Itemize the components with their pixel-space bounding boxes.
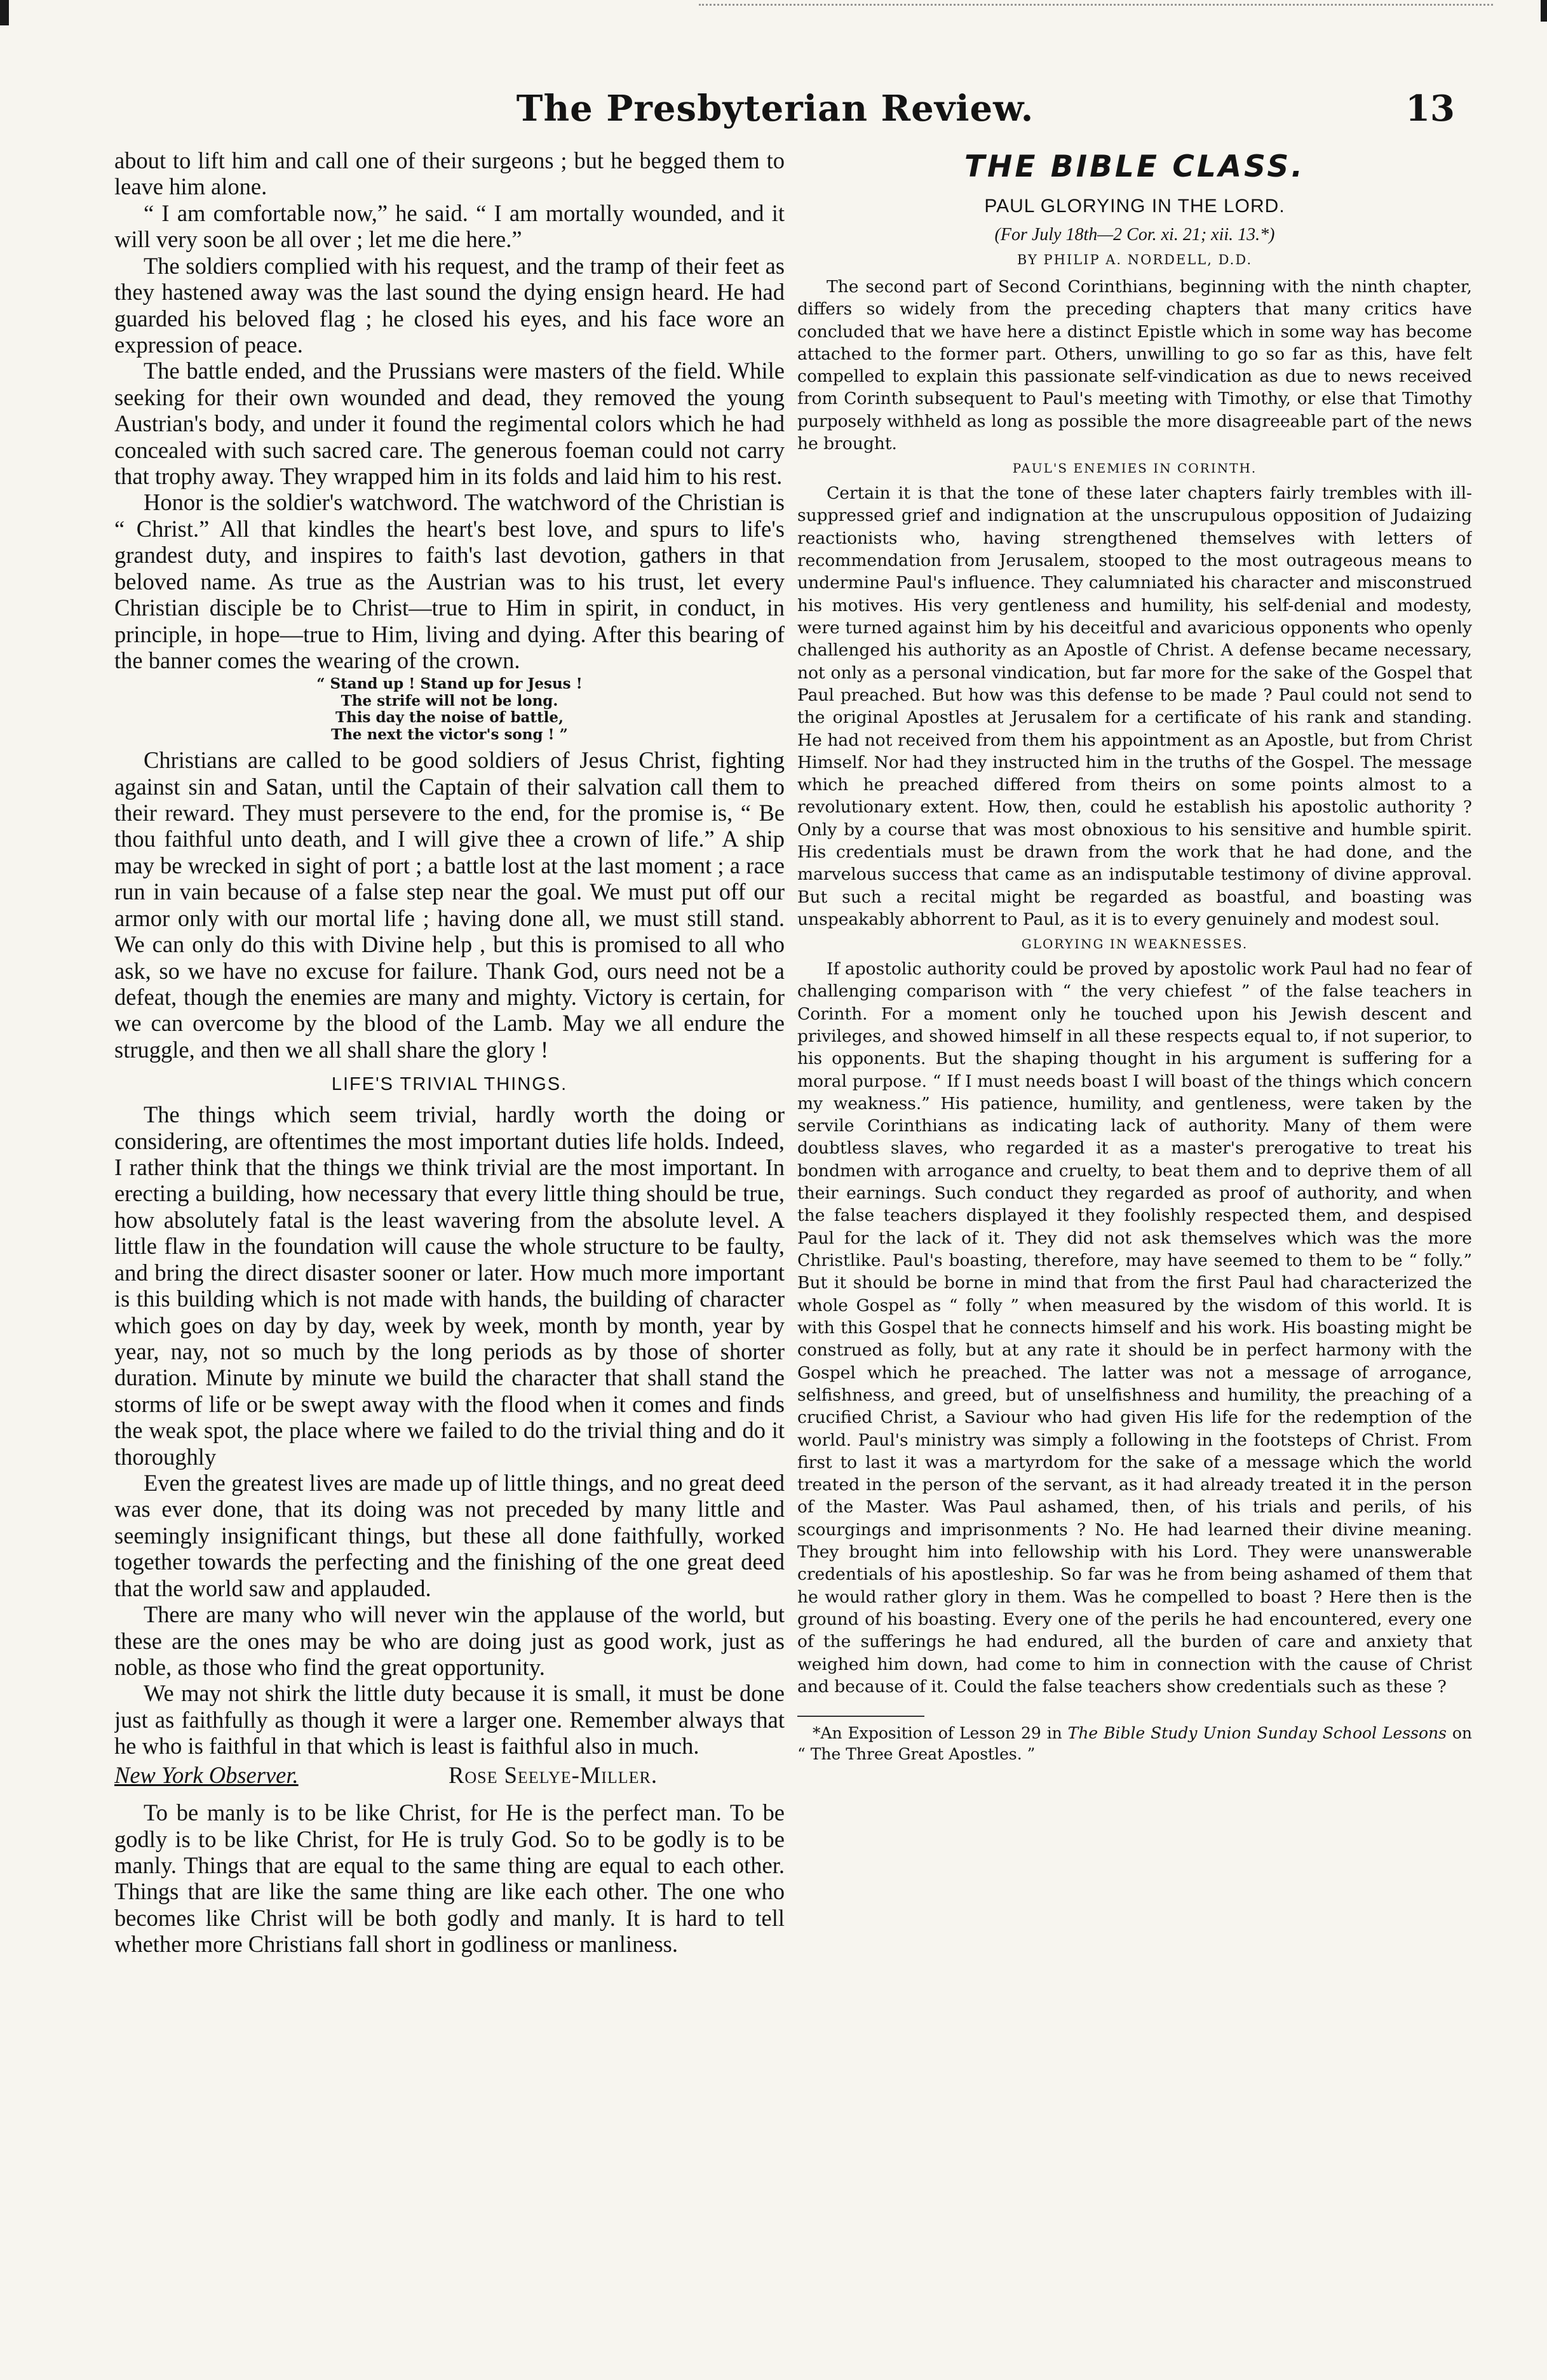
section-heading: LIFE'S TRIVIAL THINGS. bbox=[331, 1074, 568, 1095]
paragraph: We may not shirk the little duty because it is small, it must be done just as faithfully as though it were a larger one. Remember always that he who is faithful in that which is least is faithful also in much. bbox=[114, 1680, 785, 1759]
attribution-author: Rose Seelye-Miller. bbox=[449, 1761, 658, 1788]
paragraph: Certain it is that the tone of these later chapters fairly trembles with ill-suppressed grief and indignation at the unscrupulous opposition of Judaizing reactionists who, having strengthened themselves with letters of recommendation from Jerusalem, stooped to the most outrageous means to undermine Paul's influence. They calumniated his character and misconstrued his motives. His very gentleness and humility, his self-denial and modesty, were turned against him by his deceitful and avaricious opponents who openly challenged his authority as an Apostle of Christ. A defense became necessary, not only as a personal vindication, but far more for the sake of the Gospel that Paul preached. But how was this defense to be made ? Paul could not send to the original Apostles at Jerusalem for a certificate of his rank and standing. He had not received from them his appointment as an Apostle, but from Christ Himself. Nor had they instructed him in the truths of the Gospel. The message which he preached differed from theirs on some points almost to a revolutionary extent. How, then, could he establish his apostolic authority ? Only by a course that was most obnoxious to his sensitive and humble spirit. His credentials must be drawn from the work that he had done, and the marvelous success that came as an indisputable testimony of divine approval. But such a recital might be regarded as boastful, and boasting was unspeakably abhorrent to Paul, as it is to every genuinely and modest soul. bbox=[797, 483, 1472, 930]
verse-line: The strife will not be long. bbox=[341, 692, 558, 709]
paragraph: The battle ended, and the Prussians were masters of the field. While seeking for their own wounded and dead, they removed the young Austrian's body, and under it found the regimental colors which he had concealed with such sacred care. The generous foeman could not carry that trophy away. They wrapped him in its folds and laid him to his rest. bbox=[114, 358, 785, 490]
verse-line: The next the victor's song ! ” bbox=[331, 725, 568, 743]
page-header bbox=[89, 88, 1461, 145]
footnote bbox=[797, 1723, 1472, 1765]
paragraph: There are many who will never win the applause of the world, but these are the ones may be who are doing just as good work, just as noble, as those who find the great opportunity. bbox=[114, 1601, 785, 1681]
footnote-italic: The Bible Study Union Sunday School Lessons bbox=[1067, 1724, 1447, 1743]
scan-mark-right bbox=[1541, 0, 1547, 22]
scan-edge bbox=[0, 0, 1547, 38]
article-subtitle: PAUL GLORYING IN THE LORD. bbox=[984, 195, 1285, 217]
footnote-tail: on “ The Three Great Apostles. ” bbox=[797, 1724, 1472, 1763]
article-title: THE BIBLE CLASS. bbox=[964, 149, 1306, 184]
article-attribution bbox=[114, 1762, 785, 1788]
publication-title: The Presbyterian Review. bbox=[516, 88, 1034, 130]
scripture-reference: (For July 18th—2 Cor. xi. 21; xii. 13.*) bbox=[994, 224, 1275, 245]
byline: BY PHILIP A. NORDELL, D.D. bbox=[1017, 252, 1253, 267]
page-number: 13 bbox=[1405, 88, 1455, 130]
paragraph: Honor is the soldier's watchword. The watchword of the Christian is “ Christ.” All that kindles the heart's best love, and spurs to life's grandest duty, and inspires to faith's last devotion, gathers in that beloved name. As true as the Austrian was to his trust, let every Christian disciple be to Christ—true to Him in spirit, in conduct, in principle, in hope—true to Him, living and dying. After this bearing of the banner comes the wearing of the crown. bbox=[114, 489, 785, 674]
paragraph: Even the greatest lives are made up of little things, and no great deed was ever done, that its doing was not preceded by many little and seemingly insignificant things, but these all done faithfully, worked together towards the perfecting and the finishing of the one great deed that the world saw and applauded. bbox=[114, 1470, 785, 1601]
paragraph: The second part of Second Corinthians, beginning with the ninth chapter, differs so widely from the preceding chapters that many critics have concluded that we have here a distinct Epistle which in some way has become attached to the former part. Others, unwilling to go so far as this, have felt compelled to explain this passionate self-vindication as due to news received from Corinth subsequent to Paul's meeting with Timothy, or else that Timothy purposely withheld as long as possible the more disagreeable part of the news he brought. bbox=[797, 276, 1472, 454]
footnote-divider bbox=[797, 1716, 924, 1717]
right-column bbox=[797, 147, 1472, 2351]
subheading: GLORYING IN WEAKNESSES. bbox=[1021, 936, 1248, 952]
paragraph: If apostolic authority could be proved by apostolic work Paul had no fear of challenging comparison with “ the very chiefest ” of the false teachers in Corinth. For a moment only he touched upon his Jewish descent and privileges, and showed himself in all these respects equal to, if not superior, to his opponents. But the shaping thought in his argument is suffering for a moral purpose. “ If I must needs boast I will boast of the things which concern my weakness.” His patience, humility, and gentleness, were taken by the servile Corinthians as indicating lack of authority. Many of them were doubtless slaves, who regarded it as a master's prerogative to treat his bondmen with arrogance and cruelty, to beat them and to deprive them of all their earnings. Such conduct they regarded as proof of authority, and when the false teachers displayed it they foolishly respected them, and despised Paul for the lack of it. They did not ask themselves which was the more Christlike. Paul's boasting, therefore, may have seemed to them to be “ folly.” But it should be borne in mind that from the first Paul had characterized the whole Gospel as “ folly ” when measured by the wisdom of this world. It is with this Gospel that he connects himself and his work. His boasting might be construed as folly, but at any rate it should be in perfect harmony with the Gospel which he preached. The latter was not a message of arrogance, selfishness, and greed, but of unselfishness and humility, the preaching of a crucified Christ, a Saviour who had given His life for the redemption of the world. Paul's ministry was simply a following in the footsteps of Christ. From first to last it was a martyrdom for the sake of a message which the world treated in the person of the servant, as it had already treated it in the person of the Master. Was Paul ashamed, then, of his trials and perils, of his scourgings and imprisonments ? No. He had learned their divine meaning. They brought him into fellowship with his Lord. They were unanswerable credentials of his apostleship. So far was he from being ashamed of them that he would rather glory in them. Was he compelled to boast ? Here then is the ground of his boasting. Every one of the perils he had encountered, every one of the sufferings he had endured, all the burden of care and anxiety that weighed him down, had come to him in connection with the cause of Christ and because of it. Could the false teachers show credentials such as these ? bbox=[797, 958, 1472, 1697]
attribution-source: New York Observer. bbox=[114, 1761, 299, 1788]
left-column bbox=[114, 147, 785, 2307]
paragraph: To be manly is to be like Christ, for He is the perfect man. To be godly is to be like Christ, for He is truly God. So to be godly is to be manly. Things that are equal to the same thing are equal to each other. Things that are like the same thing are like each other. The one who becomes like Christ will be both godly and manly. It is hard to tell whether more Christians fall short in godliness or manliness. bbox=[114, 1799, 785, 1958]
paragraph: The things which seem trivial, hardly worth the doing or considering, are oftentimes the most important duties life holds. Indeed, I rather think that the things we think trivial are the most important. In erecting a building, how necessary that every little thing should be true, how absolutely fatal is the least wavering from the absolute level. A little flaw in the foundation will cause the whole structure to be faulty, and bring the direct disaster sooner or later. How much more important is this building which is not made with hands, the building of character which goes on day by day, week by week, month by month, year by year, nay, not so much by the long periods as by those of shorter duration. Minute by minute we build the character that shall stand the storms of life or be swept away with the flood when it comes and finds the weak spot, the place where we failed to do the trivial thing and do it thoroughly bbox=[114, 1101, 785, 1470]
paragraph: The soldiers complied with his request, and the tramp of their feet as they hastened away was the last sound the dying ensign heard. He had guarded his beloved flag ; he closed his eyes, and his face wore an expression of peace. bbox=[114, 252, 785, 358]
verse-line: This day the noise of battle, bbox=[335, 709, 564, 727]
paragraph: about to lift him and call one of their surgeons ; but he begged them to leave him alone. bbox=[114, 147, 785, 200]
subheading: PAUL'S ENEMIES IN CORINTH. bbox=[1012, 461, 1257, 476]
paragraph: “ I am comfortable now,” he said. “ I am mortally wounded, and it will very soon be all over ; let me die here.” bbox=[114, 199, 785, 253]
paragraph: Christians are called to be good soldiers of Jesus Christ, fighting against sin and Satan, until the Captain of their salvation call them to their reward. They must persevere to the end, for the promise is, “ Be thou faithful unto death, and I will give thee a crown of life.” A ship may be wrecked in sight of port ; a battle lost at the last moment ; a race run in vain because of a false step near the goal. We must put off our armor only with our mortal life ; having done all, we must still stand. We can only do this with Divine help , but this is promised to all who ask, so we have no excuse for failure. Thank God, ours need not be a defeat, though the enemies are many and mighty. Victory is certain, for we can overcome by the blood of the Lamb. May we all endure the struggle, and then we all shall share the glory ! bbox=[114, 747, 785, 1063]
verse-line: “ Stand up ! Stand up for Jesus ! bbox=[316, 675, 583, 693]
scan-mark-left bbox=[0, 0, 9, 25]
scan-dotted-line bbox=[699, 4, 1493, 8]
footnote-text: *An Exposition of Lesson 29 in bbox=[813, 1724, 1068, 1743]
hymn-verse bbox=[114, 676, 785, 743]
